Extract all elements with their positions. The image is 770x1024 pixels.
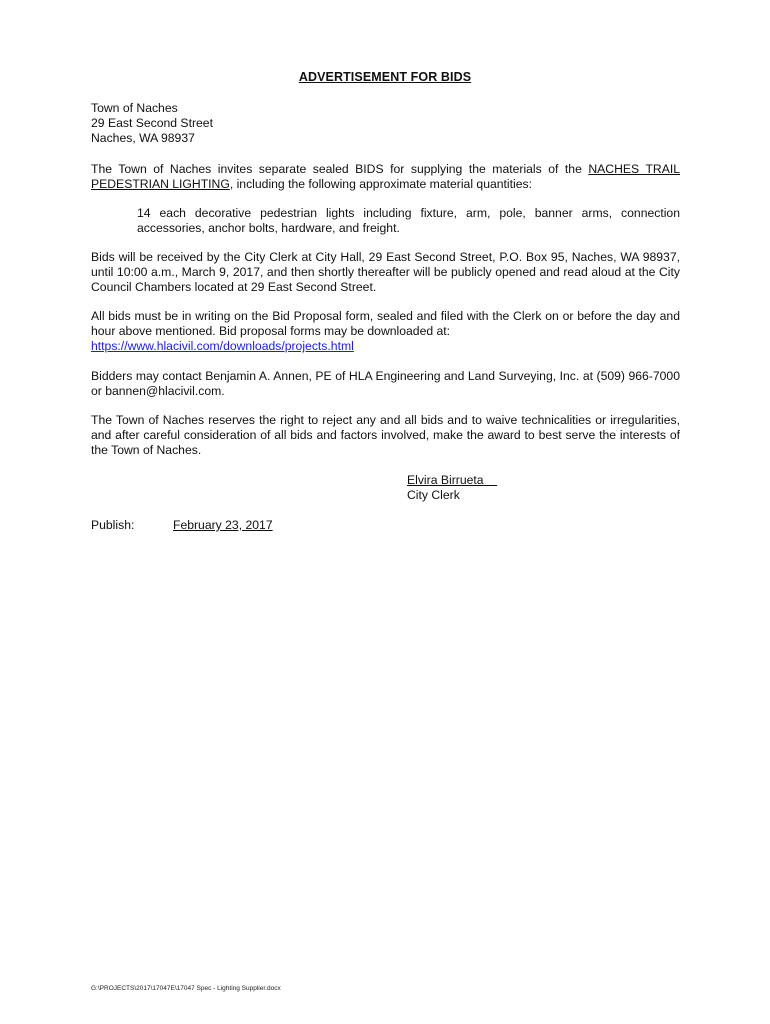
proposal-paragraph [91, 309, 680, 354]
publish-label: Publish: [91, 518, 135, 532]
intro-after: , including the following approximate material quantities: [229, 177, 532, 191]
intro-before: The Town of Naches invites separate sealed BIDS for supplying the materials of the [91, 162, 589, 176]
signature-name [407, 473, 497, 488]
proposal-text: All bids must be in writing on the Bid Proposal form, sealed and filed with the Clerk on or before the day and hour above mentioned. Bid proposal forms may be downloaded at: [91, 309, 680, 338]
address-block [91, 101, 680, 146]
signature-block [407, 473, 497, 503]
signature-title: City Clerk [407, 488, 460, 502]
document-title: ADVERTISEMENT FOR BIDS [298, 70, 472, 84]
address-line-2: 29 East Second Street [91, 116, 213, 130]
bids-received-paragraph: Bids will be received by the City Clerk at City Hall, 29 East Second Street, P.O. Box 95, Naches, WA 98937, until 10:00 a.m., March 9, 2017, and then shortly thereafter will be publicly opened and read aloud at the City Council Chambers located at 29 East Second Street. [91, 250, 680, 294]
intro-paragraph [91, 162, 680, 192]
address-line-3: Naches, WA 98937 [91, 131, 195, 145]
contact-paragraph: Bidders may contact Benjamin A. Annen, PE of HLA Engineering and Land Surveying, Inc. at (509) 966-7000 or bannen@hlacivil.com. [91, 369, 680, 398]
footer-file-path: G:\PROJECTS\2017\17047E\17047 Spec - Lighting Supplier.docx [91, 985, 281, 992]
address-line-1: Town of Naches [91, 101, 178, 115]
proposal-download-link[interactable]: https://www.hlacivil.com/downloads/projects.html [91, 339, 354, 353]
project-name: NACHES TRAIL PEDESTRIAN LIGHTING [91, 162, 680, 191]
signature-name-text: Elvira Birrueta [407, 473, 484, 487]
quantities-paragraph: 14 each decorative pedestrian lights including fixture, arm, pole, banner arms, connection accessories, anchor bolts, hardware, and freight. [137, 206, 680, 235]
rights-paragraph: The Town of Naches reserves the right to reject any and all bids and to waive technicalities or irregularities, and after careful consideration of all bids and factors involved, make the award to best serve the interests of the Town of Naches. [91, 413, 680, 457]
publish-date: February 23, 2017 [173, 518, 273, 532]
